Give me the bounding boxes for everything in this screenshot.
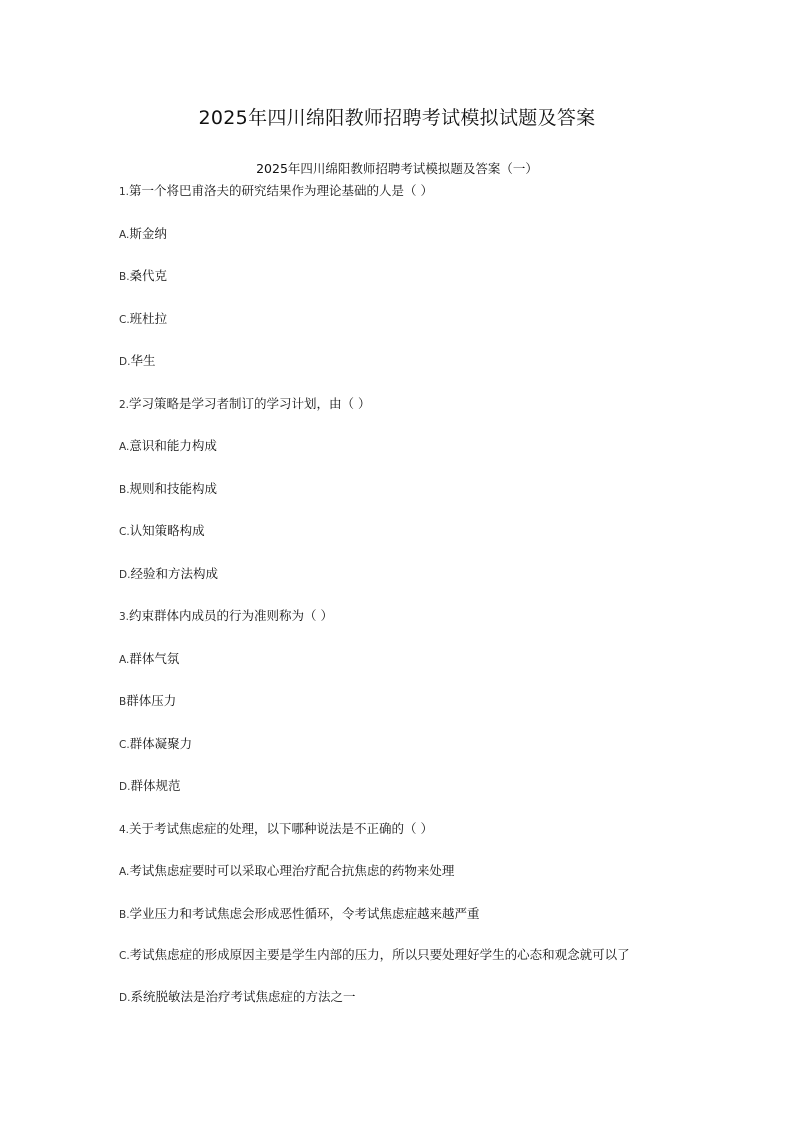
option-text: 意识和能力构成 — [129, 438, 217, 453]
option-a — [119, 224, 679, 245]
option-b — [119, 479, 679, 500]
option-text: 群体规范 — [130, 778, 181, 793]
document-title: 2025年四川绵阳教师招聘考试模拟试题及答案 — [198, 107, 596, 129]
question-1 — [119, 181, 679, 372]
question-stem — [119, 181, 679, 202]
question-stem — [119, 606, 679, 627]
question-number: 4. — [119, 823, 130, 836]
option-letter: D. — [119, 356, 131, 368]
question-4 — [119, 819, 679, 1008]
option-text: 考试焦虑症的形成原因主要是学生内部的压力，所以只要处理好学生的心态和观念就可以了 — [129, 947, 630, 962]
option-text: 桑代克 — [129, 268, 168, 283]
option-d — [119, 776, 679, 797]
option-c — [119, 734, 679, 755]
option-text: 班杜拉 — [129, 310, 168, 326]
option-letter: C. — [119, 526, 130, 538]
option-letter: D. — [119, 991, 131, 1004]
question-2 — [119, 394, 679, 585]
option-letter: C. — [119, 738, 130, 751]
option-text: 群体压力 — [126, 693, 177, 708]
option-b — [119, 904, 679, 925]
option-d — [119, 564, 679, 585]
option-text: 华生 — [130, 353, 156, 368]
option-text: 群体凝聚力 — [129, 735, 193, 751]
option-letter: B. — [119, 483, 130, 496]
question-text: 关于考试焦虑症的处理，以下哪种说法是不正确的（ ） — [129, 820, 434, 836]
option-c — [119, 946, 679, 965]
option-letter: C. — [119, 950, 130, 962]
question-number: 2. — [119, 398, 130, 411]
section-title: 2025年四川绵阳教师招聘考试模拟题及答案（一） — [256, 161, 538, 176]
option-text: 群体气氛 — [129, 650, 180, 666]
option-text: 认知策略构成 — [129, 523, 205, 538]
question-stem — [119, 819, 679, 840]
option-letter: A. — [119, 228, 130, 241]
question-text: 学习策略是学习者制订的学习计划，由（ ） — [129, 395, 371, 411]
question-stem — [119, 394, 679, 415]
option-text: 规则和技能构成 — [129, 480, 218, 496]
option-a — [119, 649, 679, 670]
option-text: 学业压力和考试焦虑会形成恶性循环，令考试焦虑症越来越严重 — [129, 905, 480, 921]
question-text: 约束群体内成员的行为准则称为（ ） — [129, 608, 334, 623]
option-letter: A. — [119, 866, 130, 878]
option-letter: B — [119, 696, 127, 708]
option-b — [119, 266, 679, 287]
option-text: 经验和方法构成 — [130, 565, 218, 581]
option-letter: A. — [119, 441, 130, 453]
question-text: 第一个将巴甫洛夫的研究结果作为理论基础的人是（ ） — [129, 183, 434, 198]
option-letter: A. — [119, 653, 130, 666]
option-a — [119, 861, 679, 882]
option-d — [119, 987, 679, 1008]
question-number: 1. — [119, 186, 130, 198]
option-letter: B. — [119, 271, 130, 283]
option-text: 系统脱敏法是治疗考试焦虑症的方法之一 — [130, 988, 356, 1004]
option-b — [119, 691, 679, 712]
option-d — [119, 351, 679, 372]
option-text: 考试焦虑症要时可以采取心理治疗配合抗焦虑的药物来处理 — [129, 863, 455, 878]
option-c — [119, 309, 679, 330]
question-number: 3. — [119, 611, 130, 623]
option-a — [119, 436, 679, 457]
option-letter: B. — [119, 908, 130, 921]
question-3 — [119, 606, 679, 797]
option-letter: C. — [119, 313, 130, 326]
option-letter: D. — [119, 781, 131, 793]
option-text: 斯金纳 — [129, 225, 167, 241]
question-list — [119, 181, 679, 1029]
option-letter: D. — [119, 568, 131, 581]
option-c — [119, 521, 679, 542]
